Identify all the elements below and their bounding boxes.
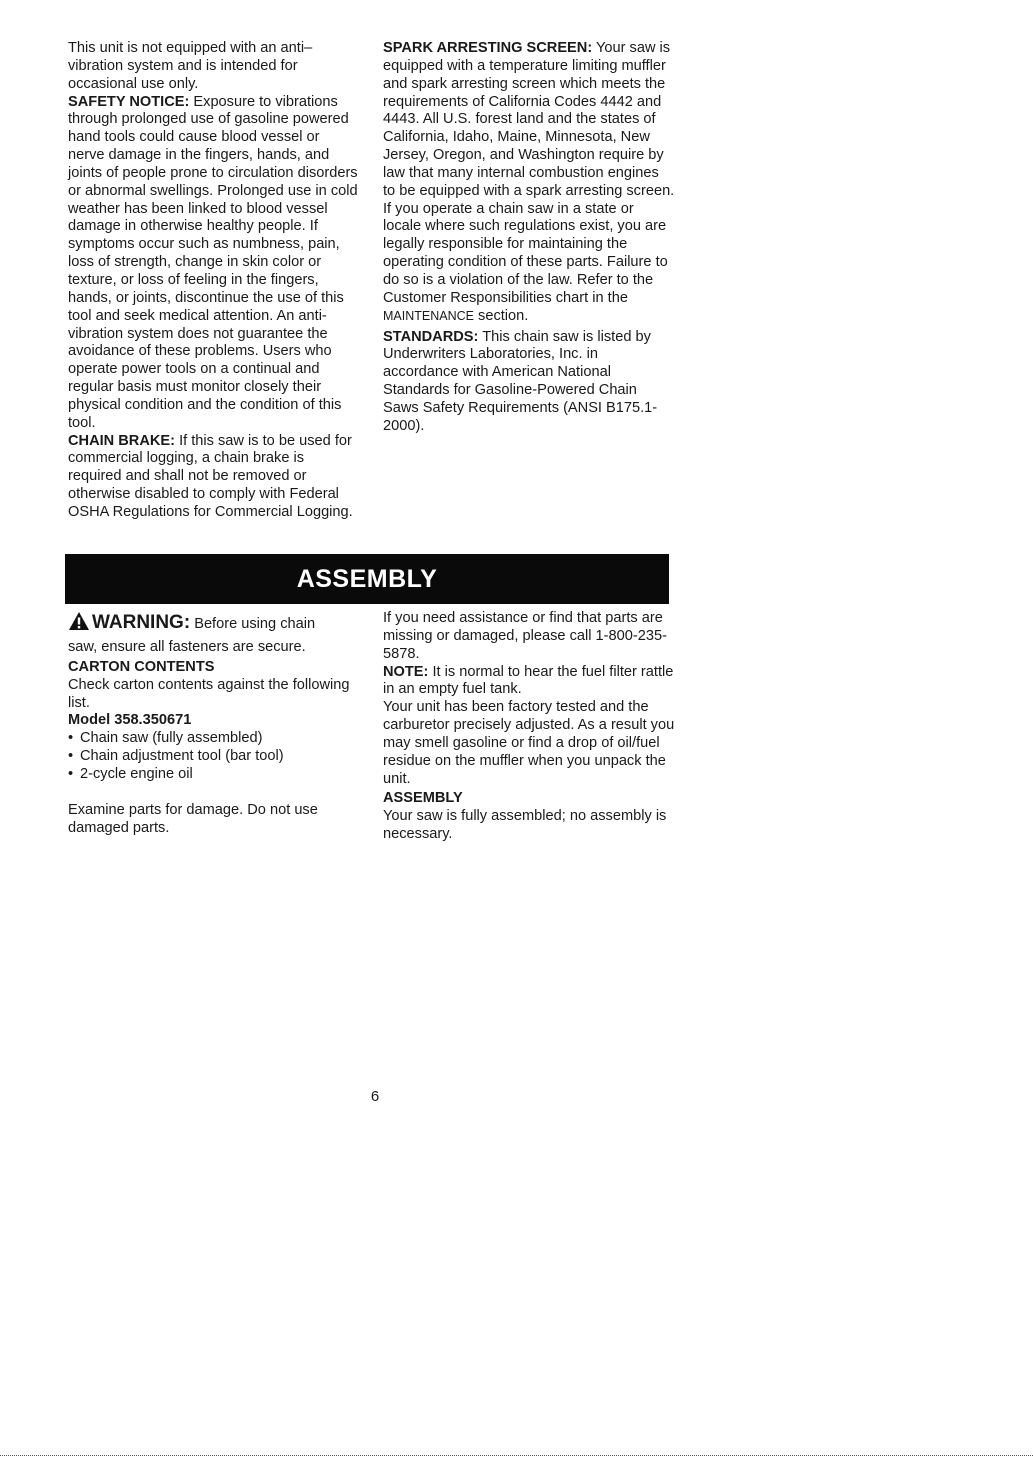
- warning-line: [68, 610, 360, 639]
- list-item: • Chain saw (fully assembled): [68, 730, 360, 748]
- assistance-text: If you need assistance or find that parts are missing or damaged, please call 1-800-235-5878.: [383, 610, 667, 662]
- assembly-banner-title: ASSEMBLY: [296, 564, 438, 593]
- warning-text-start: Before using chain: [190, 616, 316, 632]
- right-column-bottom: [383, 610, 675, 844]
- carton-contents-text: Check carton contents against the following list.: [68, 676, 350, 711]
- maintenance-reference: MAINTENANCE: [383, 308, 474, 323]
- warning-text-cont: saw, ensure all fasteners are secure.: [68, 639, 306, 655]
- assembly-heading: ASSEMBLY: [383, 790, 463, 807]
- right-column-top: [383, 40, 675, 436]
- note-text: It is normal to hear the fuel filter rattle in an empty fuel tank.: [383, 663, 674, 698]
- left-column-bottom: [68, 610, 360, 837]
- note-heading: NOTE:: [383, 663, 429, 680]
- safety-notice-text: Exposure to vibrations through prolonged use of gasoline powered hand tools could cause blood vessel or nerve damage in the fingers, hands, and joints of people prone to circulation disorders or abnormal swellings. Prolonged use in cold weather has been linked to blood vessel damage in otherwise healthy people. If symptoms occur such as numbness, pain, loss of strength, change in skin color or texture, or loss of feeling in the fingers, hands, or joints, discontinue the use of this tool and seek medical attention. An anti-vibration system does not guarantee the avoidance of these problems. Users who operate power tools on a continual and regular basis must monitor closely their physical condition and the condition of this tool.: [68, 93, 358, 431]
- standards-heading: STANDARDS:: [383, 328, 479, 345]
- spark-arresting-text-end: section.: [473, 307, 529, 324]
- list-item: • 2-cycle engine oil: [68, 766, 360, 784]
- note-paragraph: [383, 664, 675, 700]
- left-column-top: [68, 40, 360, 522]
- list-item: • Chain adjustment tool (bar tool): [68, 748, 360, 766]
- model-heading: Model 358.350671: [68, 712, 192, 729]
- factory-tested-text: Your unit has been factory tested and the carburetor precisely adjusted. As a result you may smell gasoline or find a drop of oil/fuel residue on the muffler when you unpack the unit.: [383, 699, 675, 787]
- safety-notice-paragraph: [68, 94, 360, 433]
- spark-arresting-paragraph: [383, 40, 675, 326]
- chain-brake-heading: CHAIN BRAKE:: [68, 432, 176, 449]
- chain-brake-paragraph: [68, 433, 360, 522]
- spark-arresting-heading: SPARK ARRESTING SCREEN:: [383, 40, 593, 56]
- warning-triangle-icon: [68, 611, 90, 639]
- spark-arresting-text: Your saw is equipped with a temperature limiting muffler and spark arresting screen which meets the requirements of California Codes 4442 and 4443. All U.S. forest land and the states of California, Idaho, Maine, Minnesota, New Jersey, Oregon, and Washington require by law that many internal combustion engines to be equipped with a spark arresting screen. If you operate a chain saw in a state or locale where such regulations exist, you are legally responsible for maintaining the operating condition of these parts. Failure to do so is a violation of the law. Refer to the Customer Responsibilities chart in the: [383, 40, 675, 306]
- carton-contents-heading: CARTON CONTENTS: [68, 658, 215, 675]
- parts-list: [68, 730, 360, 784]
- vibration-intro: This unit is not equipped with an anti–vibration system and is intended for occasional use only.: [68, 40, 313, 92]
- page-bottom-rule: [0, 1455, 1033, 1456]
- standards-text: This chain saw is listed by Underwriters Laboratories, Inc. in accordance with American National Standards for Gasoline-Powered Chain Saws Safety Requirements (ANSI B175.1-2000).: [383, 328, 658, 434]
- assembly-text: Your saw is fully assembled; no assembly is necessary.: [383, 808, 667, 843]
- chain-brake-text: If this saw is to be used for commercial logging, a chain brake is required and shall not be removed or otherwise disabled to comply with Federal OSHA Regulations for Commercial Logging.: [68, 432, 353, 520]
- standards-paragraph: [383, 329, 675, 436]
- warning-heading: WARNING:: [92, 612, 191, 633]
- page-number: 6: [370, 1088, 380, 1105]
- examine-parts-text: Examine parts for damage. Do not use damaged parts.: [68, 801, 318, 836]
- safety-notice-heading: SAFETY NOTICE:: [68, 93, 190, 110]
- assembly-banner: [65, 554, 669, 604]
